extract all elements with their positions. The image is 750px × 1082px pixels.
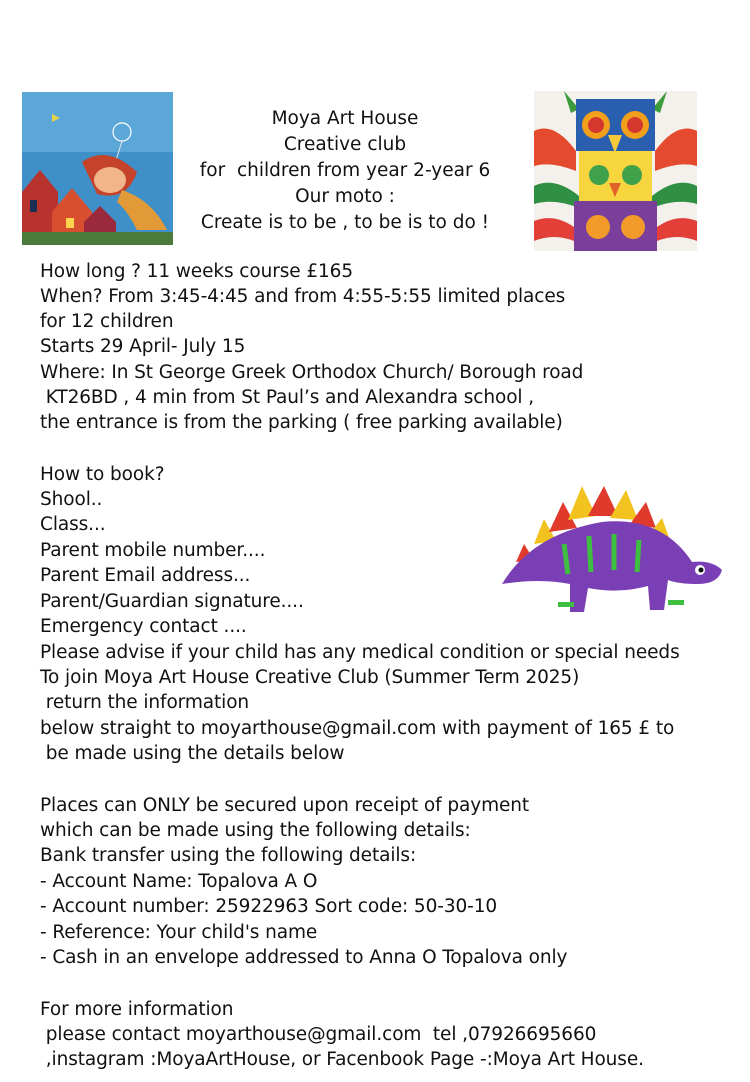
age-range: for children from year 2-year 6 xyxy=(199,160,491,181)
course-length: How long ? 11 weeks course £165 xyxy=(40,261,353,282)
booking-mobile: Parent mobile number.... xyxy=(40,540,266,561)
payment-intro: which can be made using the following details: xyxy=(40,820,471,841)
course-times: When? From 3:45-4:45 and from 4:55-5:55 limited places xyxy=(40,286,566,307)
booking-email: Parent Email address... xyxy=(40,565,251,586)
course-location-detail: KT26BD , 4 min from St Paul’s and Alexandra school , xyxy=(40,387,535,408)
booking-signature: Parent/Guardian signature.... xyxy=(40,591,304,612)
motto-label: Our moto : xyxy=(295,186,395,207)
payment-requirement: Places can ONLY be secured upon receipt of payment xyxy=(40,795,530,816)
course-location: Where: In St George Greek Orthodox Church/ Borough road xyxy=(40,362,584,383)
motto-text: Create is to be , to be is to do ! xyxy=(200,212,490,233)
social-links: ,instagram :MoyaArtHouse, or Facenbook Page -:Moya Art House. xyxy=(40,1049,644,1070)
account-name: - Account Name: Topalova A O xyxy=(40,871,318,892)
booking-class: Class... xyxy=(40,514,106,535)
parking-info: the entrance is from the parking ( free parking available) xyxy=(40,412,563,433)
payment-details-note: be made using the details below xyxy=(40,743,345,764)
medical-advice: Please advise if your child has any medical condition or special needs xyxy=(40,642,680,663)
course-dates: Starts 29 April- July 15 xyxy=(40,336,246,357)
account-number: - Account number: 25922963 Sort code: 50-30-10 xyxy=(40,896,498,917)
flyer-header xyxy=(175,106,515,236)
girl-painting-image xyxy=(22,92,173,245)
join-instructions: To join Moya Art House Creative Club (Summer Term 2025) xyxy=(40,667,580,688)
payment-reference: - Reference: Your child's name xyxy=(40,922,318,943)
club-type: Creative club xyxy=(283,134,407,155)
stegosaurus-image xyxy=(494,484,729,630)
contact-email-phone: please contact moyarthouse@gmail.com tel ,07926695660 xyxy=(40,1024,597,1045)
totem-craft-image xyxy=(534,91,697,251)
more-info-heading: For more information xyxy=(40,999,234,1020)
booking-school: Shool.. xyxy=(40,489,103,510)
bank-transfer-label: Bank transfer using the following details: xyxy=(40,845,417,866)
cash-option: - Cash in an envelope addressed to Anna O Topalova only xyxy=(40,947,568,968)
booking-heading: How to book? xyxy=(40,464,165,485)
booking-emergency: Emergency contact .... xyxy=(40,616,247,637)
course-capacity: for 12 children xyxy=(40,311,174,332)
club-name: Moya Art House xyxy=(271,108,419,129)
return-info: return the information xyxy=(40,692,250,713)
email-payment: below straight to moyarthouse@gmail.com with payment of 165 £ to xyxy=(40,718,675,739)
